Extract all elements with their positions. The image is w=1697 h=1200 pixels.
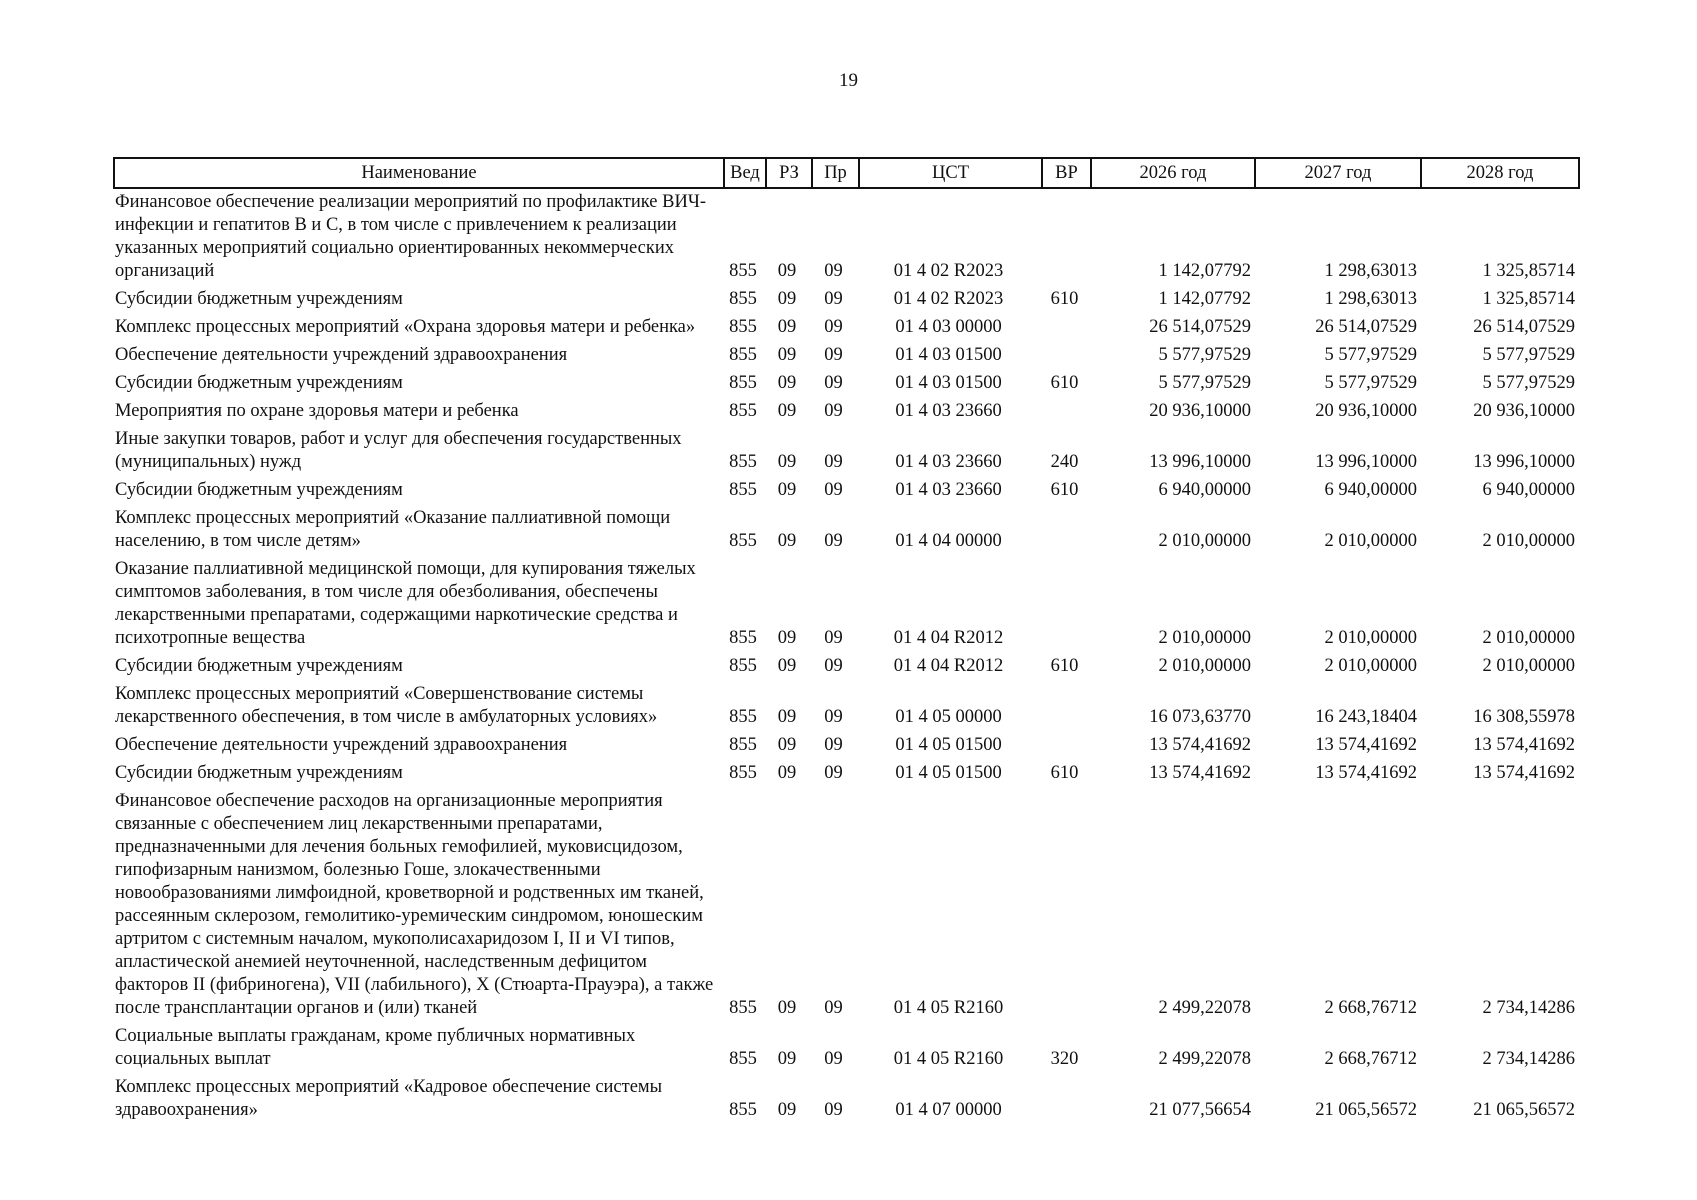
table-row — [114, 681, 1579, 732]
row-2028-cell: 26 514,07529 — [1473, 317, 1575, 337]
row-2028-cell: 2 010,00000 — [1482, 531, 1575, 551]
row-vr-cell — [1042, 188, 1091, 286]
col-header-pr: Пр — [812, 158, 859, 188]
row-name-cell: Обеспечение деятельности учреждений здравоохранения — [115, 735, 568, 755]
row-2028-cell: 20 936,10000 — [1473, 401, 1575, 421]
row-vr-cell — [1042, 314, 1091, 342]
row-vr-cell: 320 — [1050, 1049, 1079, 1069]
col-header-2026: 2026 год — [1091, 158, 1255, 188]
table-row — [114, 788, 1579, 1023]
row-name-cell: Обеспечение деятельности учреждений здравоохранения — [115, 345, 568, 365]
row-name-cell: Субсидии бюджетным учреждениям — [115, 480, 403, 500]
row-2026-cell: 1 142,07792 — [1158, 261, 1251, 281]
row-ved-cell: 855 — [729, 628, 757, 648]
row-2028-cell: 2 010,00000 — [1482, 628, 1575, 648]
row-2026-cell: 2 010,00000 — [1158, 628, 1251, 648]
row-cst-cell: 01 4 02 R2023 — [893, 289, 1004, 309]
row-rz-cell: 09 — [777, 317, 797, 337]
row-pr-cell: 09 — [824, 452, 843, 472]
row-vr-cell: 610 — [1050, 373, 1079, 393]
row-2027-cell: 26 514,07529 — [1315, 317, 1417, 337]
row-cst-cell: 01 4 03 00000 — [895, 317, 1002, 337]
row-vr-cell: 610 — [1050, 480, 1079, 500]
row-2028-cell: 1 325,85714 — [1482, 261, 1575, 281]
row-2028-cell: 5 577,97529 — [1482, 345, 1575, 365]
row-name-cell: Иные закупки товаров, работ и услуг для обеспечения государственных (муниципальных) нужд — [115, 429, 682, 472]
row-cst-cell: 01 4 02 R2023 — [893, 261, 1004, 281]
row-vr-cell — [1042, 342, 1091, 370]
row-ved-cell: 855 — [729, 480, 757, 500]
table-row — [114, 732, 1579, 760]
row-2028-cell: 1 325,85714 — [1482, 289, 1575, 309]
page-number: 19 — [839, 70, 858, 91]
row-rz-cell: 09 — [777, 763, 797, 783]
row-rz-cell: 09 — [777, 452, 797, 472]
row-ved-cell: 855 — [729, 763, 757, 783]
row-rz-cell: 09 — [777, 345, 797, 365]
table-row — [114, 760, 1579, 788]
row-cst-cell: 01 4 03 23660 — [895, 480, 1002, 500]
row-2027-cell: 20 936,10000 — [1315, 401, 1417, 421]
row-cst-cell: 01 4 03 01500 — [895, 373, 1002, 393]
row-cst-cell: 01 4 04 00000 — [895, 531, 1002, 551]
row-2026-cell: 2 499,22078 — [1158, 1049, 1251, 1069]
row-2028-cell: 6 940,00000 — [1482, 480, 1575, 500]
row-rz-cell: 09 — [777, 531, 797, 551]
row-name-cell: Социальные выплаты гражданам, кроме публичных нормативных социальных выплат — [115, 1026, 636, 1069]
row-cst-cell: 01 4 05 R2160 — [893, 998, 1004, 1018]
row-vr-cell — [1042, 1074, 1091, 1125]
row-2027-cell: 1 298,63013 — [1324, 261, 1417, 281]
row-rz-cell: 09 — [777, 656, 797, 676]
table-row — [114, 653, 1579, 681]
col-header-rz: РЗ — [766, 158, 812, 188]
row-ved-cell: 855 — [729, 656, 757, 676]
row-2027-cell: 2 668,76712 — [1324, 1049, 1417, 1069]
row-cst-cell: 01 4 05 01500 — [895, 763, 1002, 783]
row-cst-cell: 01 4 03 23660 — [895, 401, 1002, 421]
col-header-2027: 2027 год — [1255, 158, 1421, 188]
row-2027-cell: 5 577,97529 — [1324, 373, 1417, 393]
row-vr-cell — [1042, 556, 1091, 653]
row-vr-cell — [1042, 681, 1091, 732]
row-2027-cell: 13 574,41692 — [1315, 735, 1417, 755]
col-header-2028: 2028 год — [1421, 158, 1579, 188]
col-header-name: Наименование — [114, 158, 724, 188]
row-name-cell: Комплекс процессных мероприятий «Кадровое обеспечение системы здравоохранения» — [115, 1077, 663, 1120]
row-pr-cell: 09 — [824, 628, 843, 648]
row-name-cell: Оказание паллиативной медицинской помощи, для купирования тяжелых симптомов заболевания, в том числе для обезболивания, обеспечены лекарственными препаратами, содержащими наркотические средства и психотропные вещества — [115, 559, 696, 648]
row-vr-cell: 610 — [1050, 289, 1079, 309]
row-2028-cell: 5 577,97529 — [1482, 373, 1575, 393]
row-cst-cell: 01 4 04 R2012 — [893, 656, 1004, 676]
row-2028-cell: 13 996,10000 — [1473, 452, 1575, 472]
row-rz-cell: 09 — [777, 480, 797, 500]
row-pr-cell: 09 — [824, 480, 843, 500]
row-name-cell: Субсидии бюджетным учреждениям — [115, 656, 403, 676]
row-ved-cell: 855 — [729, 1049, 757, 1069]
row-2027-cell: 1 298,63013 — [1324, 289, 1417, 309]
row-cst-cell: 01 4 05 R2160 — [893, 1049, 1004, 1069]
row-vr-cell: 610 — [1050, 763, 1079, 783]
row-ved-cell: 855 — [729, 261, 757, 281]
col-header-vr: ВР — [1042, 158, 1091, 188]
row-2027-cell: 5 577,97529 — [1324, 345, 1417, 365]
row-2026-cell: 13 996,10000 — [1149, 452, 1251, 472]
table-row — [114, 505, 1579, 556]
row-pr-cell: 09 — [824, 735, 843, 755]
row-2027-cell: 2 010,00000 — [1324, 531, 1417, 551]
row-pr-cell: 09 — [824, 1100, 843, 1120]
row-2026-cell: 5 577,97529 — [1158, 345, 1251, 365]
row-ved-cell: 855 — [729, 289, 757, 309]
row-pr-cell: 09 — [824, 317, 843, 337]
row-name-cell: Комплекс процессных мероприятий «Охрана здоровья матери и ребенка» — [115, 317, 696, 337]
row-vr-cell — [1042, 788, 1091, 1023]
budget-table — [113, 157, 1580, 1125]
row-2028-cell: 21 065,56572 — [1473, 1100, 1575, 1120]
row-2028-cell: 13 574,41692 — [1473, 763, 1575, 783]
row-name-cell: Комплекс процессных мероприятий «Совершенствование системы лекарственного обеспечения, в том числе в амбулаторных условиях» — [115, 684, 658, 727]
table-row — [114, 188, 1579, 286]
row-pr-cell: 09 — [824, 656, 843, 676]
row-pr-cell: 09 — [824, 345, 843, 365]
row-2026-cell: 13 574,41692 — [1149, 735, 1251, 755]
table-row — [114, 370, 1579, 398]
row-ved-cell: 855 — [729, 401, 757, 421]
row-ved-cell: 855 — [729, 998, 757, 1018]
row-ved-cell: 855 — [729, 707, 757, 727]
row-2027-cell: 13 996,10000 — [1315, 452, 1417, 472]
table-header-row — [114, 158, 1579, 188]
row-cst-cell: 01 4 05 01500 — [895, 735, 1002, 755]
row-pr-cell: 09 — [824, 998, 843, 1018]
row-2027-cell: 2 668,76712 — [1324, 998, 1417, 1018]
row-2027-cell: 6 940,00000 — [1324, 480, 1417, 500]
row-vr-cell: 610 — [1050, 656, 1079, 676]
table-row — [114, 477, 1579, 505]
row-ved-cell: 855 — [729, 373, 757, 393]
row-pr-cell: 09 — [824, 261, 843, 281]
row-2026-cell: 20 936,10000 — [1149, 401, 1251, 421]
row-pr-cell: 09 — [824, 707, 843, 727]
row-pr-cell: 09 — [824, 1049, 843, 1069]
row-cst-cell: 01 4 03 23660 — [895, 452, 1002, 472]
row-pr-cell: 09 — [824, 373, 843, 393]
row-2028-cell: 2 010,00000 — [1482, 656, 1575, 676]
row-rz-cell: 09 — [777, 998, 797, 1018]
row-2026-cell: 26 514,07529 — [1149, 317, 1251, 337]
row-ved-cell: 855 — [729, 452, 757, 472]
row-2028-cell: 13 574,41692 — [1473, 735, 1575, 755]
row-rz-cell: 09 — [777, 1100, 797, 1120]
row-rz-cell: 09 — [777, 735, 797, 755]
row-rz-cell: 09 — [777, 373, 797, 393]
row-ved-cell: 855 — [729, 735, 757, 755]
row-cst-cell: 01 4 07 00000 — [895, 1100, 1002, 1120]
row-name-cell: Финансовое обеспечение реализации мероприятий по профилактике ВИЧ-инфекции и гепатитов В и С, в том числе с привлечением к реализации указанных мероприятий социально ориентированных некоммерческих организаций — [115, 192, 707, 281]
row-pr-cell: 09 — [824, 531, 843, 551]
row-cst-cell: 01 4 03 01500 — [895, 345, 1002, 365]
row-2028-cell: 2 734,14286 — [1482, 1049, 1575, 1069]
row-name-cell: Субсидии бюджетным учреждениям — [115, 763, 403, 783]
row-cst-cell: 01 4 05 00000 — [895, 707, 1002, 727]
row-ved-cell: 855 — [729, 531, 757, 551]
col-header-cst: ЦСТ — [859, 158, 1042, 188]
row-rz-cell: 09 — [777, 401, 797, 421]
row-name-cell: Финансовое обеспечение расходов на организационные мероприятия связанные с обеспечением лиц лекарственными препаратами, предназначенными для лечения больных гемофилией, муковисцидозом, гипофизарным нанизмом, болезнью Гоше, злокачественными новообразованиями лимфоидной, кроветворной и родственных им тканей, рассеянным склерозом, гемолитико-уремическим синдромом, юношеским артритом с системным началом, мукополисахаридозом I, II и VI типов, апластической анемией неуточненной, наследственным дефицитом факторов II (фибриногена), VII (лабильного), X (Стюарта-Прауэра), а также после трансплантации органов и (или) тканей — [115, 791, 714, 1018]
row-2026-cell: 6 940,00000 — [1158, 480, 1251, 500]
row-2027-cell: 16 243,18404 — [1315, 707, 1417, 727]
table-row — [114, 1074, 1579, 1125]
row-2026-cell: 2 499,22078 — [1158, 998, 1251, 1018]
row-2027-cell: 2 010,00000 — [1324, 656, 1417, 676]
row-pr-cell: 09 — [824, 289, 843, 309]
row-rz-cell: 09 — [777, 707, 797, 727]
row-2028-cell: 16 308,55978 — [1473, 707, 1575, 727]
row-vr-cell — [1042, 732, 1091, 760]
row-name-cell: Субсидии бюджетным учреждениям — [115, 373, 403, 393]
table-row — [114, 342, 1579, 370]
row-name-cell: Субсидии бюджетным учреждениям — [115, 289, 403, 309]
table-row — [114, 286, 1579, 314]
row-pr-cell: 09 — [824, 401, 843, 421]
row-pr-cell: 09 — [824, 763, 843, 783]
row-2026-cell: 5 577,97529 — [1158, 373, 1251, 393]
row-2027-cell: 21 065,56572 — [1315, 1100, 1417, 1120]
row-2026-cell: 13 574,41692 — [1149, 763, 1251, 783]
row-name-cell: Мероприятия по охране здоровья матери и ребенка — [115, 401, 519, 421]
row-vr-cell: 240 — [1050, 452, 1079, 472]
row-rz-cell: 09 — [777, 1049, 797, 1069]
table-row — [114, 556, 1579, 653]
row-ved-cell: 855 — [729, 1100, 757, 1120]
row-2026-cell: 1 142,07792 — [1158, 289, 1251, 309]
table-row — [114, 314, 1579, 342]
row-2026-cell: 2 010,00000 — [1158, 656, 1251, 676]
row-2026-cell: 21 077,56654 — [1149, 1100, 1251, 1120]
row-rz-cell: 09 — [777, 289, 797, 309]
row-2027-cell: 13 574,41692 — [1315, 763, 1417, 783]
col-header-ved: Вед — [724, 158, 766, 188]
row-ved-cell: 855 — [729, 345, 757, 365]
table-row — [114, 398, 1579, 426]
row-2028-cell: 2 734,14286 — [1482, 998, 1575, 1018]
row-ved-cell: 855 — [729, 317, 757, 337]
row-name-cell: Комплекс процессных мероприятий «Оказание паллиативной помощи населению, в том числе детям» — [115, 508, 671, 551]
row-cst-cell: 01 4 04 R2012 — [893, 628, 1004, 648]
row-vr-cell — [1042, 505, 1091, 556]
row-2026-cell: 2 010,00000 — [1158, 531, 1251, 551]
row-2027-cell: 2 010,00000 — [1324, 628, 1417, 648]
row-2026-cell: 16 073,63770 — [1149, 707, 1251, 727]
row-vr-cell — [1042, 398, 1091, 426]
table-row — [114, 426, 1579, 477]
row-rz-cell: 09 — [777, 261, 797, 281]
table-row — [114, 1023, 1579, 1074]
row-rz-cell: 09 — [777, 628, 797, 648]
